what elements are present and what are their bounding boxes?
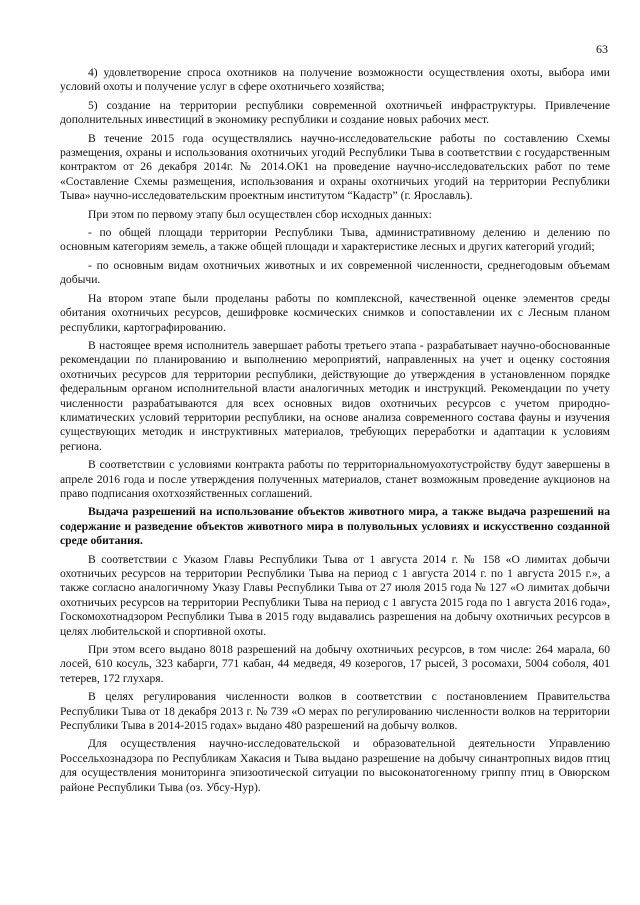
paragraph-goal-5: 5) создание на территории республики современной охотничьей инфраструктуры. Привлечение дополнительных инвестиций в экономику республики и создание новых рабочих мест.	[60, 98, 610, 127]
paragraph-goal-4: 4) удовлетворение спроса охотников на получение возможности осуществления охоты, выбора ими условий охоты и получение услуг в сфере охотничьего хозяйства;	[60, 66, 610, 94]
paragraph-research-2015: В течение 2015 года осуществлялись научно-исследовательские работы по составлению Схемы размещения, охраны и использования охотничьих угодий Республики Тыва в соответствии с государственным контрактом от 26 декабря 2014г. № 2014.ОК1 на проведение научно-исследовательских работ по теме «Составление Схемы размещения, использования и охраны охотничьих угодий на территории Республики Тыва» научно-исследовательским проектным институтом “Кадастр” (г. Ярославль).	[60, 131, 610, 203]
document-body	[60, 66, 610, 799]
paragraph-decree-limits: В соответствии с Указом Главы Республики Тыва от 1 августа 2014 г. № 158 «О лимитах добычи охотничьих ресурсов на территории Республики Тыва на период с 1 августа 2014 г. по 1 августа 2015 г.», а также согласно аналогичному Указу Главы Республики Тыва от 27 июля 2015 года № 127 «О лимитах добычи охотничьих ресурсов на территории Республики Тыва на период с 1 августа 2015 года по 1 августа 2016 года», Госкомохотнадзором Республики Тыва в 2015 году выдавались разрешения на добычу охотничьих ресурсов в целях любительской и спортивной охоты.	[60, 552, 610, 638]
paragraph-second-stage: На втором этапе были проделаны работы по комплексной, качественной оценке элементов среды обитания охотничьих ресурсов, дешифровке космических снимков и сопоставлении их с Лесным планом республики, картографированию.	[60, 291, 610, 334]
paragraph-wolf-regulation: В целях регулирования численности волков в соответствии с постановлением Правительства Республики Тыва от 18 декабря 2013 г. № 739 «О мерах по регулированию численности волков на территории Республики Тыва в 2014-2015 годах» выдано 480 разрешений на добычу волков.	[60, 690, 610, 733]
section-heading-permits: Выдача разрешений на использование объектов животного мира, а также выдача разрешений на содержание и разведение объектов животного мира в полувольных условиях и искусственно созданной среде обитания.	[60, 505, 610, 548]
page-number: 63	[596, 42, 608, 56]
list-item-species: - по основным видам охотничьих животных и их современной численности, среднегодовым объемам добычи.	[60, 258, 610, 287]
paragraph-contract-completion: В соответствии с условиями контракта работы по территориальномуохотустройству будут завершены в апреле 2016 года и после утверждения полученных материалов, станет возможным проведение аукционов на право подписания охотхозяйственных соглашений.	[60, 458, 610, 500]
paragraph-bird-monitoring: Для осуществления научно-исследовательской и образовательной деятельности Управлению Россельхознадзора по Республикам Хакасия и Тыва выдано разрешение на добычу синантропных видов птиц для осуществления мониторинга эпизоотической ситуации по высоконатогенному гриппу птиц в Овюрском районе Республики Тыва (оз. Убсу-Нур).	[60, 737, 610, 794]
paragraph-permits-issued: При этом всего выдано 8018 разрешений на добычу охотничьих ресурсов, в том числе: 264 марала, 60 лосей, 610 косуль, 323 кабарги, 771 кабан, 44 медведя, 49 козерогов, 17 рысей, 3 росомахи, 5004 соболя, 401 тетерев, 172 глухаря.	[60, 643, 610, 685]
paragraph-first-stage: При этом по первому этапу был осуществлен сбор исходных данных:	[88, 207, 432, 221]
paragraph-third-stage: В настоящее время исполнитель завершает работы третьего этапа - разрабатывает научно-обоснованные рекомендации по планированию и выполнению мероприятий, направленных на учет и оценку состояния охотничьих ресурсов для территории республики, действующие до утверждения в установленном порядке федеральным органом исполнительной власти аналогичных методик и инструкций. Рекомендации по учету численности разрабатываются для всех основных видов охотничьих ресурсов с учетом природно-климатических условий территории республики, на основе анализа современного состава фауны и изучения существующих методик и инструктивных материалов, требующих переработки и адаптации к условиям региона.	[60, 338, 610, 453]
list-item-area: - по общей площади территории Республики Тыва, административному делению и делению по основным категориям земель, а также общей площади и характеристике лесных и других категорий угодий;	[60, 226, 610, 254]
